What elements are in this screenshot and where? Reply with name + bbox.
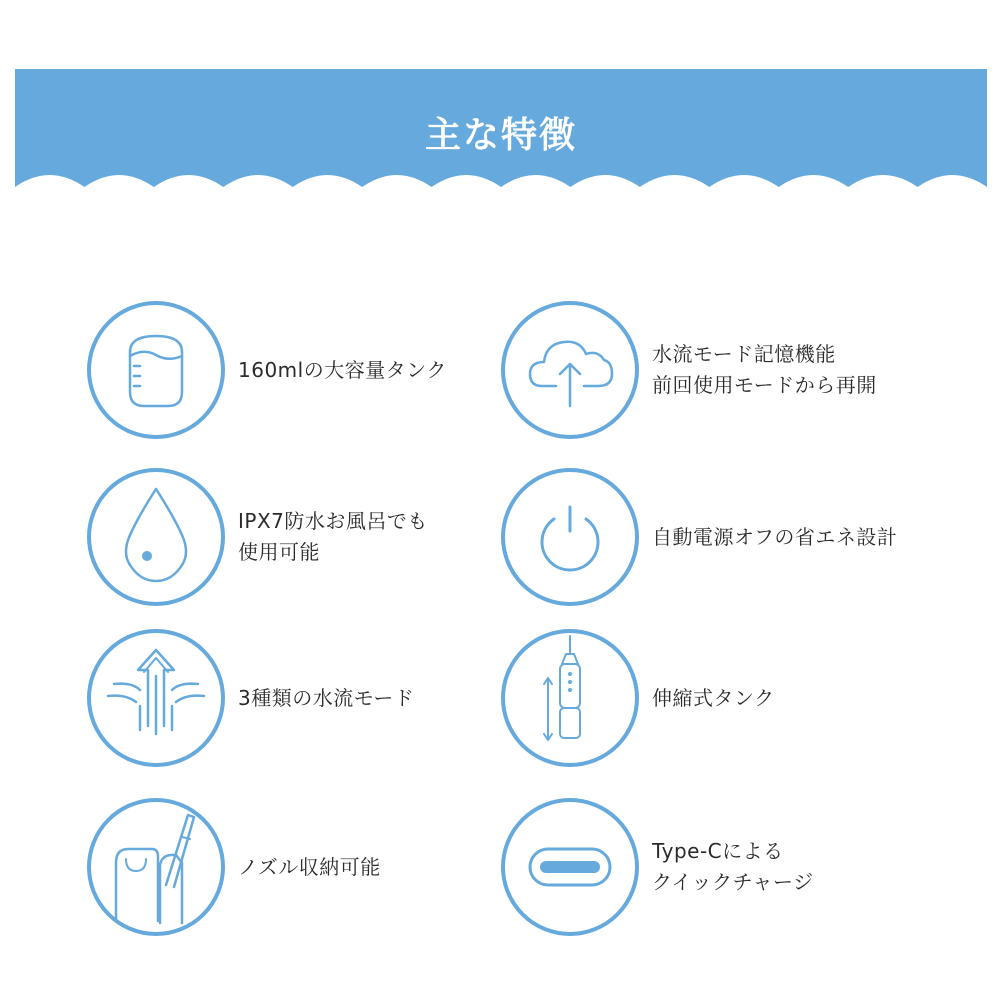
nozzle-storage-icon — [86, 797, 226, 937]
page-title: 主な特徴 — [424, 115, 577, 156]
feature-text-line-1: 伸縮式タンク — [652, 685, 775, 710]
water-drop-icon — [86, 467, 226, 607]
feature-item-memory — [500, 300, 940, 440]
water-flow-icon — [86, 628, 226, 768]
feature-text-line-1: 160mlの大容量タンク — [238, 357, 447, 382]
power-icon — [500, 467, 640, 607]
feature-item-telescopic-tank — [500, 628, 940, 768]
feature-text-line-1: IPX7防水お風呂でも — [238, 509, 428, 533]
feature-item-tank — [86, 300, 526, 440]
feature-text-line-2: 前回使用モードから再開 — [652, 373, 877, 397]
feature-text-line-2: 使用可能 — [238, 540, 320, 564]
feature-text-line-1: ノズル収納可能 — [238, 854, 381, 879]
feature-text-line-1: Type-Cによる — [652, 839, 784, 863]
telescopic-device-icon — [500, 628, 640, 768]
feature-text-line-1: 3種類の水流モード — [238, 685, 415, 710]
cloud-upload-icon — [500, 300, 640, 440]
water-tank-icon — [86, 300, 226, 440]
type-c-port-icon — [500, 797, 640, 937]
feature-text-line-1: 自動電源オフの省エネ設計 — [652, 524, 898, 549]
feature-item-nozzle-storage — [86, 797, 526, 937]
feature-text-line-1: 水流モード記憶機能 — [652, 342, 836, 366]
header-banner — [15, 69, 987, 204]
feature-item-type-c-charge — [500, 797, 940, 937]
feature-text-line-2: クイックチャージ — [652, 870, 814, 894]
feature-item-waterproof — [86, 467, 526, 607]
feature-item-auto-power-off — [500, 467, 940, 607]
feature-item-water-modes — [86, 628, 526, 768]
